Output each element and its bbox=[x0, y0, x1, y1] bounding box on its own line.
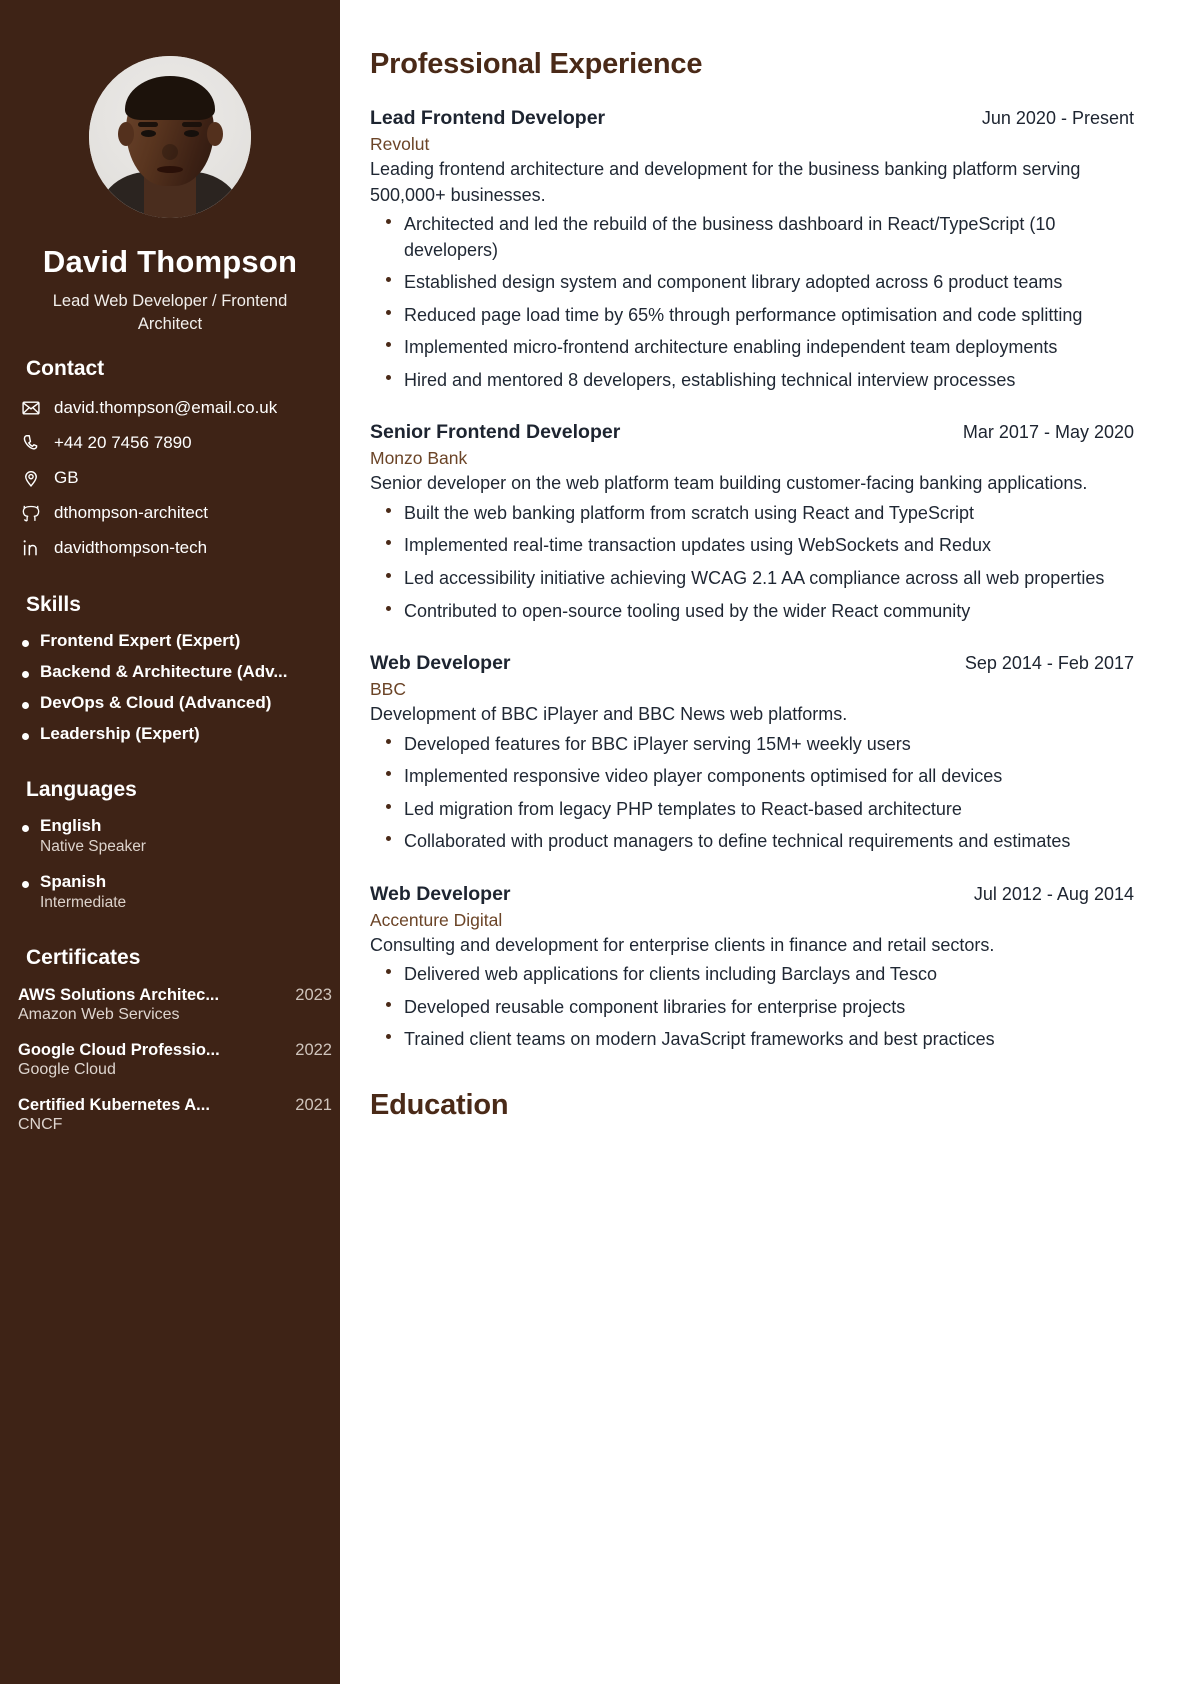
location-pin-icon bbox=[20, 467, 42, 489]
job-bullets bbox=[370, 501, 1134, 624]
job-bullet: Hired and mentored 8 developers, establishing technical interview processes bbox=[377, 368, 1134, 394]
skill-label: DevOps & Cloud (Advanced) bbox=[40, 693, 272, 713]
candidate-headline: Lead Web Developer / Frontend Architect bbox=[52, 292, 288, 333]
certificate-name: AWS Solutions Architec... bbox=[18, 986, 220, 1005]
avatar-eye-left bbox=[141, 130, 156, 137]
contact-value-linkedin: davidthompson-tech bbox=[54, 538, 208, 558]
job-bullet: Built the web banking platform from scratch using React and TypeScript bbox=[377, 501, 1134, 527]
avatar-brow-left bbox=[138, 122, 158, 127]
avatar bbox=[89, 56, 251, 218]
bullet-dot-icon bbox=[22, 825, 29, 832]
job-bullet: Trained client teams on modern JavaScript frameworks and best practices bbox=[377, 1027, 1134, 1053]
education-section-title: Education bbox=[370, 1089, 509, 1122]
job-dates: Sep 2014 - Feb 2017 bbox=[964, 653, 1134, 674]
language-name: Spanish bbox=[40, 872, 107, 892]
language-level: Native Speaker bbox=[40, 838, 146, 856]
contact-value-github: dthompson-architect bbox=[54, 503, 209, 523]
bullet-dot-icon bbox=[22, 733, 29, 740]
job-dates: Jul 2012 - Aug 2014 bbox=[973, 883, 1134, 904]
contact-item-phone[interactable] bbox=[20, 432, 324, 454]
contact-value-location: GB bbox=[54, 468, 79, 488]
contact-item-linkedin[interactable] bbox=[20, 537, 324, 559]
certificate-year: 2023 bbox=[295, 986, 332, 1005]
certificate-issuer: Google Cloud bbox=[18, 1061, 116, 1079]
experience-entry bbox=[370, 883, 1134, 1053]
job-bullet: Developed features for BBC iPlayer serving 15M+ weekly users bbox=[377, 732, 1134, 758]
job-role: Web Developer bbox=[370, 882, 511, 905]
experience-entry bbox=[370, 107, 1134, 393]
bullet-dot-icon bbox=[22, 702, 29, 709]
job-role: Lead Frontend Developer bbox=[370, 107, 606, 129]
bullet-dot-icon bbox=[22, 671, 29, 678]
certificate-issuer: CNCF bbox=[18, 1116, 63, 1134]
certificate-year: 2022 bbox=[295, 1041, 332, 1060]
certificate-name: Google Cloud Professio... bbox=[18, 1041, 220, 1060]
skill-item bbox=[22, 662, 340, 682]
experience-entry bbox=[370, 421, 1134, 624]
job-company: Revolut bbox=[370, 134, 430, 154]
job-bullet: Led migration from legacy PHP templates to React-based architecture bbox=[377, 797, 1134, 823]
job-bullet: Led accessibility initiative achieving WCAG 2.1 AA compliance across all web properties bbox=[377, 566, 1134, 592]
avatar-nose bbox=[162, 144, 178, 160]
skill-label: Backend & Architecture (Adv... bbox=[40, 662, 288, 682]
language-level: Intermediate bbox=[40, 894, 127, 912]
skill-item bbox=[22, 693, 340, 713]
job-bullet: Collaborated with product managers to define technical requirements and estimates bbox=[377, 829, 1134, 855]
contact-list bbox=[0, 397, 340, 559]
job-role: Web Developer bbox=[370, 652, 511, 675]
experience-entry bbox=[370, 652, 1134, 855]
skill-label: Leadership (Expert) bbox=[40, 724, 200, 744]
certificate-item bbox=[18, 986, 332, 1024]
job-description: Development of BBC iPlayer and BBC News web platforms. bbox=[370, 704, 848, 725]
languages-heading: Languages bbox=[26, 778, 137, 802]
contact-item-location bbox=[20, 467, 324, 489]
job-bullet: Contributed to open-source tooling used by the wider React community bbox=[377, 599, 1134, 625]
job-bullet: Developed reusable component libraries for enterprise projects bbox=[377, 995, 1134, 1021]
avatar-eye-right bbox=[184, 130, 199, 137]
phone-icon bbox=[20, 432, 42, 454]
bullet-dot-icon bbox=[22, 640, 29, 647]
certificate-name: Certified Kubernetes A... bbox=[18, 1096, 210, 1115]
job-description: Senior developer on the web platform team building customer-facing banking applications. bbox=[370, 473, 1088, 494]
certificate-item bbox=[18, 1096, 332, 1134]
certificates-heading: Certificates bbox=[26, 946, 141, 970]
contact-heading: Contact bbox=[26, 357, 105, 381]
job-description: Leading frontend architecture and development for the business banking platform serving 500,000+ businesses. bbox=[370, 159, 1081, 205]
avatar-ear-right bbox=[207, 122, 223, 146]
job-company: BBC bbox=[370, 679, 406, 700]
job-bullet: Established design system and component library adopted across 6 product teams bbox=[377, 270, 1134, 296]
job-bullet: Implemented micro-frontend architecture enabling independent team deployments bbox=[377, 335, 1134, 361]
contact-item-email[interactable] bbox=[20, 397, 324, 419]
job-bullet: Implemented responsive video player components optimised for all devices bbox=[377, 764, 1134, 790]
job-bullets bbox=[370, 732, 1134, 855]
job-role: Senior Frontend Developer bbox=[370, 421, 621, 444]
job-company: Accenture Digital bbox=[370, 909, 503, 930]
language-name: English bbox=[40, 816, 102, 836]
skill-item bbox=[22, 724, 340, 744]
certificate-year: 2021 bbox=[295, 1096, 332, 1115]
certificate-issuer: Amazon Web Services bbox=[18, 1006, 180, 1024]
contact-value-email: david.thompson@email.co.uk bbox=[54, 398, 278, 418]
certificate-item bbox=[18, 1041, 332, 1079]
main-content bbox=[340, 0, 1190, 1684]
sidebar bbox=[0, 0, 340, 1684]
job-company: Monzo Bank bbox=[370, 448, 468, 469]
avatar-wrapper bbox=[0, 0, 340, 218]
job-dates: Mar 2017 - May 2020 bbox=[962, 422, 1134, 443]
bullet-dot-icon bbox=[22, 881, 29, 888]
contact-item-github[interactable] bbox=[20, 502, 324, 524]
job-dates: Jun 2020 - Present bbox=[981, 108, 1134, 128]
avatar-mouth bbox=[157, 166, 183, 173]
job-bullet: Implemented real-time transaction updates using WebSockets and Redux bbox=[377, 533, 1134, 559]
skills-heading: Skills bbox=[26, 593, 81, 617]
avatar-brow-right bbox=[182, 122, 202, 127]
job-bullets bbox=[370, 212, 1134, 393]
skill-label: Frontend Expert (Expert) bbox=[40, 631, 241, 651]
certificates-list bbox=[0, 986, 340, 1134]
job-bullet: Reduced page load time by 65% through performance optimisation and code splitting bbox=[377, 303, 1134, 329]
language-item bbox=[22, 816, 340, 856]
candidate-name: David Thompson bbox=[42, 244, 298, 279]
job-bullet: Architected and led the rebuild of the business dashboard in React/TypeScript (10 developers) bbox=[377, 212, 1134, 263]
job-bullet: Delivered web applications for clients including Barclays and Tesco bbox=[377, 962, 1134, 988]
job-bullets bbox=[370, 962, 1134, 1053]
skill-item bbox=[22, 631, 340, 651]
skills-list bbox=[0, 631, 340, 744]
job-description: Consulting and development for enterprise clients in finance and retail sectors. bbox=[370, 934, 995, 955]
envelope-icon bbox=[20, 397, 42, 419]
github-icon bbox=[20, 502, 42, 524]
languages-list bbox=[0, 816, 340, 912]
language-item bbox=[22, 872, 340, 912]
experience-section-title: Professional Experience bbox=[370, 48, 703, 80]
contact-value-phone: +44 20 7456 7890 bbox=[54, 433, 192, 453]
avatar-ear-left bbox=[118, 122, 134, 146]
linkedin-icon bbox=[20, 537, 42, 559]
